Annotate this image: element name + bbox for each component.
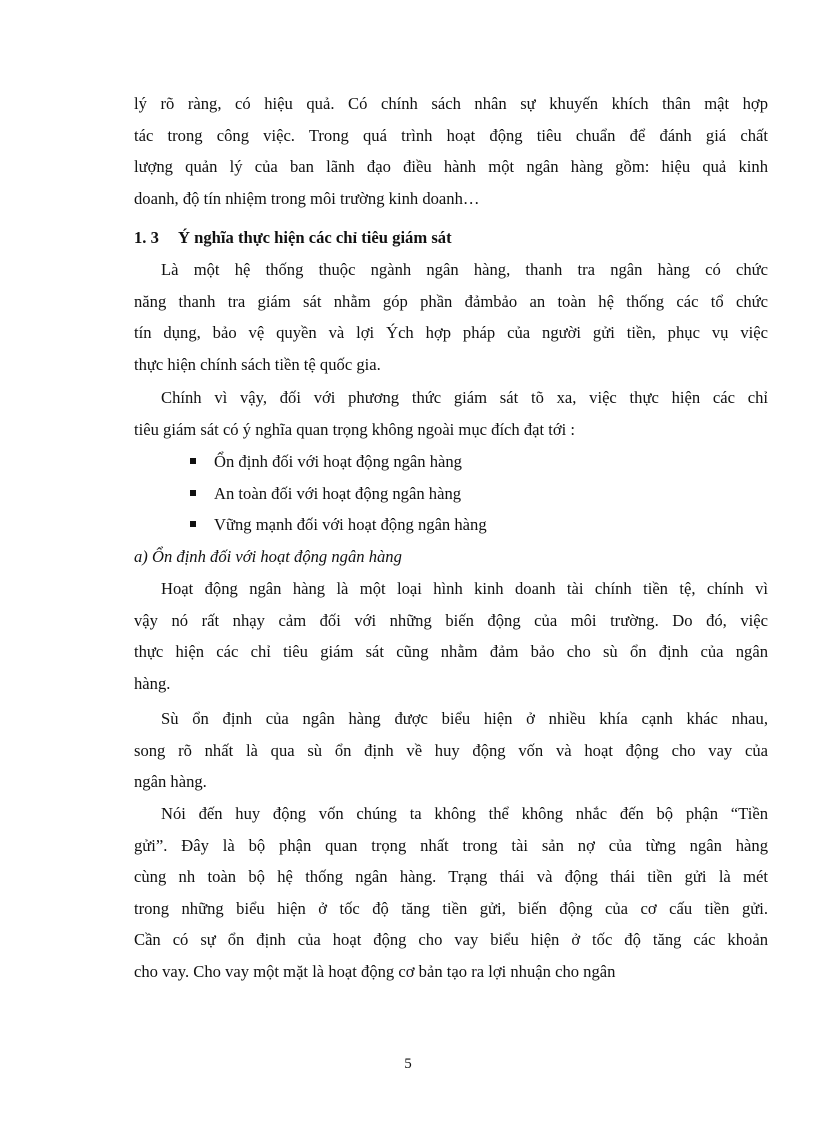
- list-item: [190, 478, 750, 510]
- text-line: thực hiện các chỉ tiêu giám sát cũng nhằm đảm bảo cho sù ổn định của ngân: [134, 642, 768, 661]
- section-heading: [134, 222, 768, 254]
- text-line: tín dụng, bảo vệ quyền và lợi Ých hợp pháp của người gửi tiền, phục vụ việc: [134, 323, 768, 342]
- paragraph-intro: [134, 88, 768, 214]
- text-line: Hoạt động ngân hàng là một loại hình kinh doanh tài chính tiền tệ, chính vì: [161, 579, 768, 598]
- list-item-text: Ổn định đối với hoạt động ngân hàng: [214, 452, 462, 471]
- page-number: 5: [404, 1056, 412, 1072]
- section-number: 1. 3: [134, 228, 159, 247]
- square-bullet-icon: [190, 521, 196, 527]
- list-item-text: An toàn đối với hoạt động ngân hàng: [214, 483, 462, 503]
- text-line: tiêu giám sát có ý nghĩa quan trọng không ngoài mục đích đạt tới :: [134, 419, 576, 439]
- text-line: trong những biểu hiện ở tốc độ tăng tiền gửi, biến động của cơ cấu tiền gửi.: [134, 898, 768, 918]
- text-line: lượng quản lý của ban lãnh đạo điều hành một ngân hàng gồm: hiệu quả kinh: [134, 157, 768, 176]
- text-line: tác trong công việc. Trong quá trình hoạt động tiêu chuẩn để đánh giá chất: [134, 125, 768, 145]
- text-line: Cần có sự ổn định của hoạt động cho vay biểu hiện ở tốc độ tăng các khoản: [134, 930, 768, 949]
- text-line: hàng.: [134, 673, 171, 693]
- list-item: [190, 509, 750, 541]
- text-line: cùng nh toàn bộ hệ thống ngân hàng. Trạng thái và động thái tiền gửi là mét: [134, 867, 768, 886]
- list-item: [190, 446, 750, 478]
- text-line: Nói đến huy động vốn chúng ta không thể không nhắc đến bộ phận “Tiền: [161, 804, 768, 823]
- text-line: Sù ổn định của ngân hàng được biểu hiện ở nhiều khía cạnh khác nhau,: [161, 709, 768, 728]
- text-line: ngân hàng.: [134, 772, 207, 791]
- text-line: lý rõ ràng, có hiệu quả. Có chính sách nhân sự khuyến khích thân mật hợp: [134, 94, 768, 113]
- text-line: Chính vì vậy, đối với phương thức giám sát tõ xa, việc thực hiện các chỉ: [161, 388, 768, 407]
- text-line: Là một hệ thống thuộc ngành ngân hàng, thanh tra ngân hàng có chức: [161, 260, 768, 279]
- text-line: thực hiện chính sách tiền tệ quốc gia.: [134, 354, 381, 374]
- bullet-list: [190, 446, 750, 541]
- subheading: [134, 541, 768, 573]
- paragraph-2: [134, 382, 768, 445]
- square-bullet-icon: [190, 458, 196, 464]
- square-bullet-icon: [190, 490, 196, 496]
- text-line: vậy nó rất nhạy cảm đối với những biến động của môi trường. Do đó, việc: [134, 610, 768, 630]
- text-line: doanh, độ tín nhiệm trong môi trường kinh doanh…: [134, 188, 480, 208]
- paragraph-4: [134, 703, 768, 798]
- text-line: gửi”. Đây là bộ phận quan trọng nhất trong tài sản nợ của từng ngân hàng: [134, 835, 768, 855]
- subheading-text: a) Ổn định đối với hoạt động ngân hàng: [134, 547, 402, 566]
- paragraph-5: [134, 798, 768, 987]
- text-line: năng thanh tra giám sát nhằm góp phần đảmbảo an toàn hệ thống các tổ chức: [134, 291, 768, 311]
- paragraph-3: [134, 573, 768, 699]
- text-line: cho vay. Cho vay một mặt là hoạt động cơ bản tạo ra lợi nhuận cho ngân: [134, 961, 616, 981]
- section-title: Ý nghĩa thực hiện các chỉ tiêu giám sát: [178, 228, 452, 247]
- list-item-text: Vững mạnh đối với hoạt động ngân hàng: [214, 515, 487, 534]
- paragraph-1: [134, 254, 768, 380]
- text-line: song rõ nhất là qua sù ổn định về huy động vốn và hoạt động cho vay của: [134, 740, 768, 760]
